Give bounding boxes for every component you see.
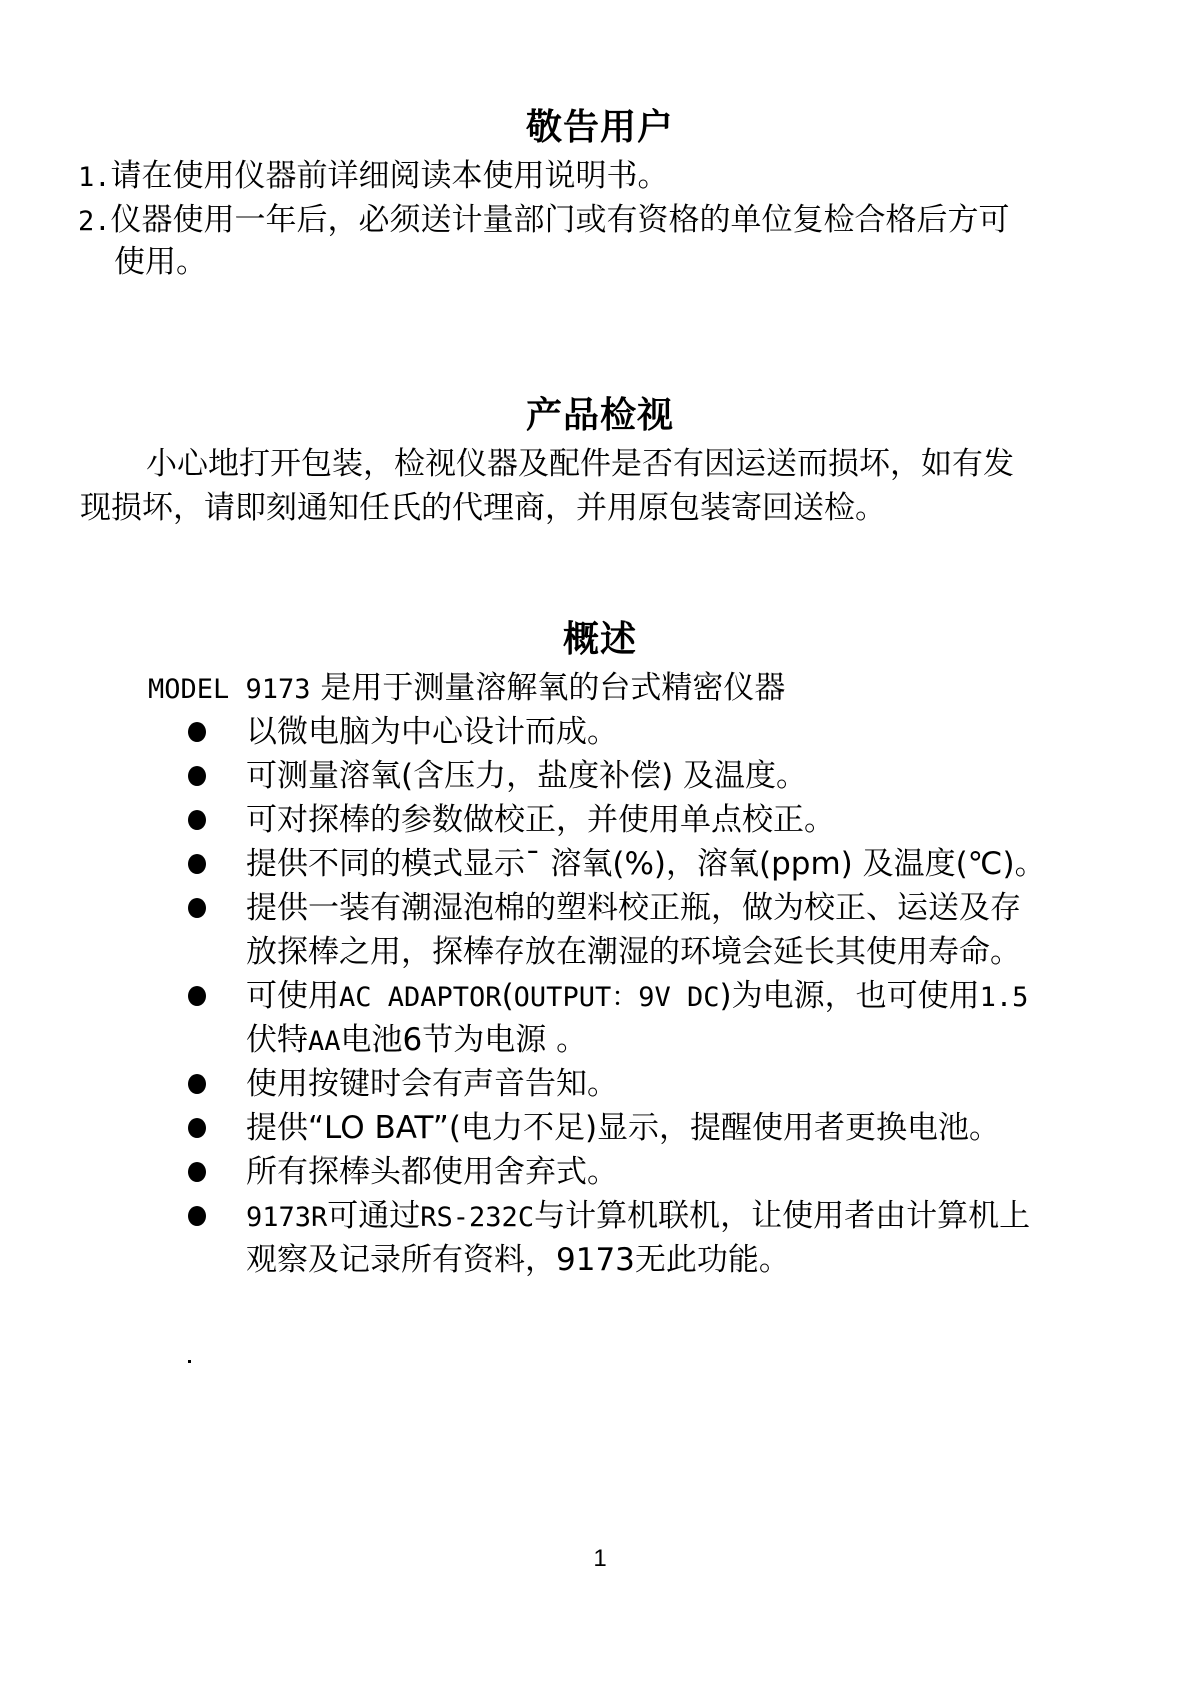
interface-name: RS-232C: [420, 1202, 535, 1233]
stray-mark: [188, 1360, 191, 1363]
notice-item-text: 请在使用仪器前详细阅读本使用说明书。: [110, 158, 669, 194]
inspection-paragraph-line-1: 小心地打开包装，检视仪器及配件是否有因运送而损坏，如有发: [146, 446, 1014, 482]
output-spec: OUTPUT：9V DC: [513, 982, 720, 1013]
model-name: MODEL 9173: [148, 674, 311, 705]
bullet-icon: [188, 810, 206, 830]
bullet-text: 伏特: [246, 1022, 308, 1058]
overview-heading: 概述: [562, 619, 637, 660]
overview-intro: [148, 666, 785, 712]
bullet-icon: [188, 986, 206, 1006]
overview-bullet-5-continuation: 放探棒之用，探棒存放在潮湿的环境会延长其使用寿命。: [246, 934, 1021, 970]
model-variant: 9173R: [246, 1202, 328, 1233]
notice-item-2: [78, 198, 1010, 244]
notice-item-2-continuation: 使用。: [114, 244, 207, 280]
bullet-icon: [188, 1162, 206, 1182]
notice-heading: 敬告用户: [525, 107, 674, 148]
bullet-text: 可使用: [246, 978, 339, 1014]
bullet-icon: [188, 1118, 206, 1138]
bullet-icon: [188, 722, 206, 742]
overview-bullet-7: 使用按键时会有声音告知。: [246, 1066, 618, 1102]
bullet-text: 可通过: [327, 1198, 421, 1234]
overview-bullet-8: 提供“LO BAT”(电力不足)显示，提醒使用者更换电池。: [246, 1110, 1001, 1146]
battery-type: AA: [308, 1026, 341, 1057]
list-marker: 1.: [78, 162, 111, 193]
bullet-icon: [188, 766, 206, 786]
bullet-text: (: [501, 978, 514, 1014]
bullet-text: 与计算机联机，让使用者由计算机上: [534, 1198, 1031, 1234]
list-marker: 2.: [78, 206, 111, 237]
overview-bullet-2: 可测量溶氧(含压力，盐度补偿) 及温度。: [246, 758, 808, 794]
inspection-heading: 产品检视: [525, 395, 674, 436]
overview-bullet-5: 提供一装有潮湿泡棉的塑料校正瓶，做为校正、运送及存: [246, 890, 1021, 926]
bullet-text: 电池6节为电源 。: [340, 1022, 588, 1058]
overview-bullet-10-continuation: 观察及记录所有资料，9173无此功能。: [246, 1242, 790, 1278]
notice-item-1: [78, 154, 669, 200]
overview-bullet-1: 以微电脑为中心设计而成。: [246, 714, 618, 750]
overview-bullet-6-continuation: [246, 1018, 587, 1064]
overview-bullet-3: 可对探棒的参数做校正，并使用单点校正。: [246, 802, 835, 838]
bullet-text: )为电源，也可使用: [719, 978, 980, 1014]
notice-item-text: 仪器使用一年后，必须送计量部门或有资格的单位复检合格后方可: [110, 202, 1010, 238]
overview-bullet-10: [246, 1194, 1030, 1240]
bullet-icon: [188, 1074, 206, 1094]
inspection-paragraph-line-2: 现损坏，请即刻通知任氏的代理商，并用原包装寄回送检。: [80, 490, 886, 526]
page-number: 1: [593, 1545, 607, 1572]
overview-bullet-6: [246, 974, 1028, 1020]
bullet-icon: [188, 898, 206, 918]
bullet-icon: [188, 854, 206, 874]
bullet-icon: [188, 1206, 206, 1226]
overview-bullet-4: 提供不同的模式显示¯ 溶氧(%)，溶氧(ppm) 及温度(℃)。: [246, 846, 1046, 882]
intro-text: 是用于测量溶解氧的台式精密仪器: [310, 670, 786, 706]
overview-bullet-9: 所有探棒头都使用舍弃式。: [246, 1154, 618, 1190]
voltage-value: 1.5: [979, 982, 1029, 1013]
adaptor-label: AC ADAPTOR: [339, 982, 502, 1013]
